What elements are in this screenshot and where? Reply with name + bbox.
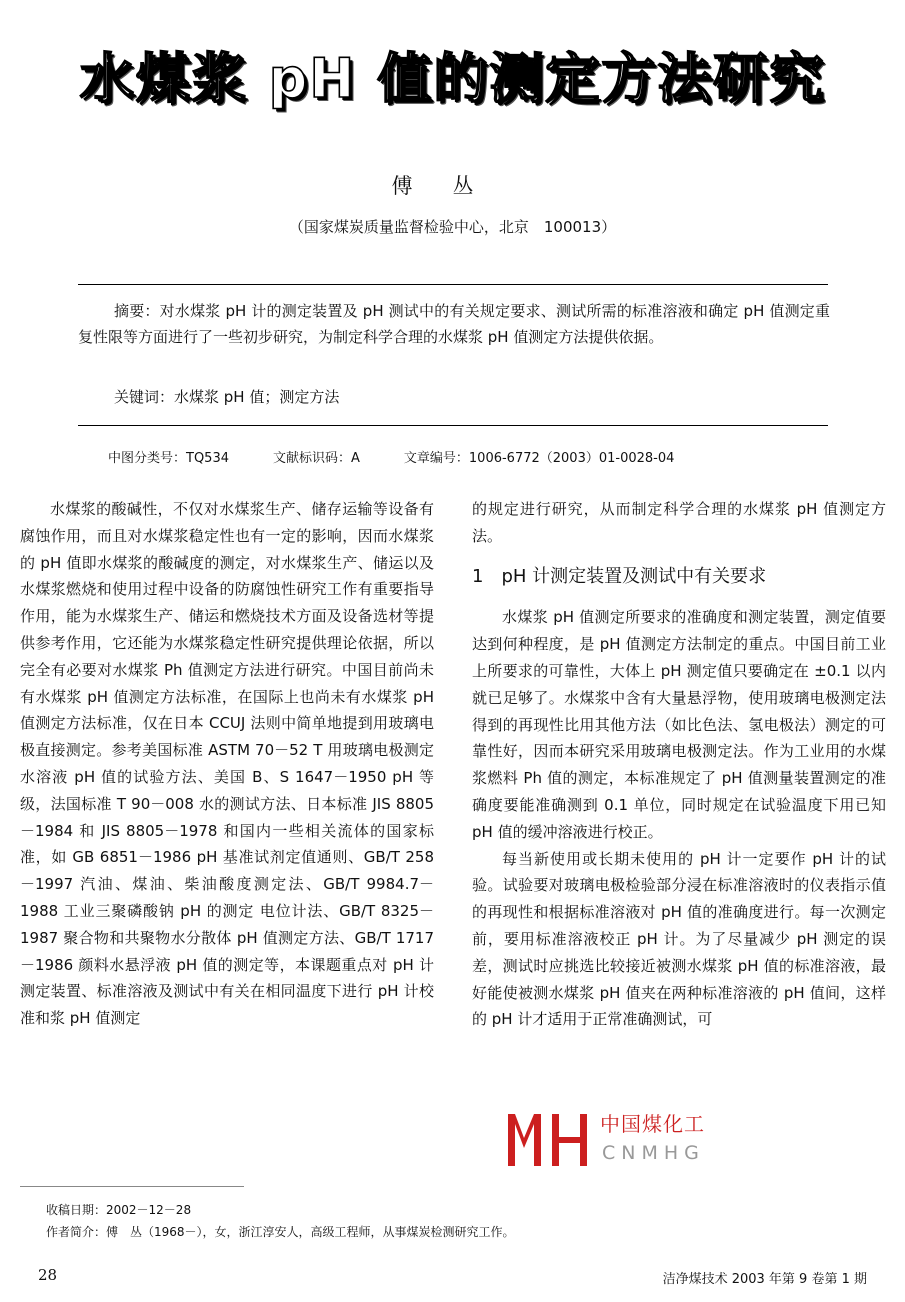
abstract-bottom-rule xyxy=(78,425,828,426)
clc-number: 中图分类号：TQ534 xyxy=(108,451,229,466)
author-name: 傅丛 xyxy=(391,174,514,198)
watermark xyxy=(506,1108,716,1174)
body-paragraph: 每当新使用或长期未使用的 pH 计一定要作 pH 计的试验。试验要对玻璃电极检验部分浸在标准溶液时的仪表指示值的再现性和根据标准溶液对 pH 值的准确度进行。每一次测定前，要用标准溶液校正 pH 计。为了尽量减少 pH 测定的误差，测试时应挑选比较接近被测水煤浆 pH 值的标准溶液，最好能使被测水煤浆 pH 值夹在两种标准溶液的 pH 值间，这样的 pH 计才适用于正常准确测试，可 xyxy=(472,849,886,1029)
watermark-cn-text: 中国煤化工 xyxy=(600,1112,705,1136)
section-heading: 1 pH 计测定装置及测试中有关要求 xyxy=(472,565,767,587)
body-paragraph: 的规定进行研究，从而制定科学合理的水煤浆 pH 值测定方法。 xyxy=(472,500,886,545)
article-number: 文章编号：1006-6772（2003）01-0028-04 xyxy=(403,451,675,466)
journal-info: 洁净煤技术 2003 年第 9 卷第 1 期 xyxy=(662,1272,867,1287)
abstract-top-rule xyxy=(78,284,828,285)
left-column xyxy=(20,496,434,1032)
author-affiliation: （国家煤炭质量监督检验中心，北京 100013） xyxy=(288,218,617,236)
classification-line xyxy=(108,447,674,466)
abstract: 摘要：对水煤浆 pH 计的测定装置及 pH 测试中的有关规定要求、测试所需的标准溶液和确定 pH 值测定重复性限等方面进行了一些初步研究，为制定科学合理的水煤浆 pH 值测定方法提供依据。 xyxy=(78,302,830,346)
body-paragraph: 水煤浆 pH 值测定所要求的准确度和测定装置，测定值要达到何种程度，是 pH 值测定方法制定的重点。中国目前工业上所要求的可靠性，大体上 pH 测定值只要确定在 ±0.1 以内就已足够了。水煤浆中含有大量悬浮物，使用玻璃电极测定法得到的再现性比用其他方法（如比色法、氢电极法）测定的可靠性好，因而本研究采用玻璃电极测定法。作为工业用的水煤浆燃料 Ph 值的测定，本标准规定了 pH 值测量装置测定的准确度要能准确测到 0.1 单位，同时规定在试验温度下用已知 pH 值的缓冲溶液进行校正。 xyxy=(472,608,886,841)
document-code: 文献标识码：A xyxy=(273,451,360,466)
received-date: 收稿日期：2002－12－28 xyxy=(46,1203,192,1217)
page-number: 28 xyxy=(38,1266,58,1284)
right-column xyxy=(472,496,886,1033)
keywords: 关键词：水煤浆 pH 值；测定方法 xyxy=(114,388,340,406)
paper-title: 水煤浆 pH 值的测定方法研究 xyxy=(79,47,826,110)
watermark-en-text: CNMHG xyxy=(602,1142,705,1164)
body-paragraph: 水煤浆的酸碱性，不仅对水煤浆生产、储存运输等设备有腐蚀作用，而且对水煤浆稳定性也有一定的影响，因而水煤浆的 pH 值即水煤浆的酸碱度的测定，对水煤浆生产、储运以及水煤浆燃烧和使用过程中设备的防腐蚀性研究工作有重要指导作用，能为水煤浆生产、储运和燃烧技术方面及设备选材等提供参考作用，它还能为水煤浆稳定性研究提供理论依据，所以完全有必要对水煤浆 Ph 值测定方法进行研究。中国目前尚未有水煤浆 pH 值测定方法标准，在国际上也尚未有水煤浆 pH 值测定方法标准，仅在日本 CCUJ 法则中简单地提到用玻璃电极直接测定。参考美国标准 ASTM 70－52 T 用玻璃电极测定水溶液 pH 值的试验方法、美国 B、S 1647－1950 pH 等级，法国标准 T 90－008 水的测试方法、日本标准 JIS 8805－1984 和 JIS 8805－1978 和国内一些相关流体的国家标准，如 GB 6851－1986 pH 基准试剂定值通则、GB/T 258－1997 汽油、煤油、柴油酸度测定法、GB/T 9984.7－1988 工业三聚磷酸钠 pH 的测定 电位计法、GB/T 8325－1987 聚合物和共聚物水分散体 pH 值测定方法、GB/T 1717－1986 颜料水悬浮液 pH 值的测定等，本课题重点对 pH 计测定装置、标准溶液及测试中有关在相同温度下进行 pH 计校准和浆 pH 值测定 xyxy=(20,500,434,1028)
footnote-rule xyxy=(20,1186,244,1187)
watermark-logo-icon xyxy=(506,1110,594,1170)
author-bio: 作者简介：傅 丛（1968－），女，浙江淳安人，高级工程师，从事煤炭检测研究工作。 xyxy=(46,1225,515,1239)
